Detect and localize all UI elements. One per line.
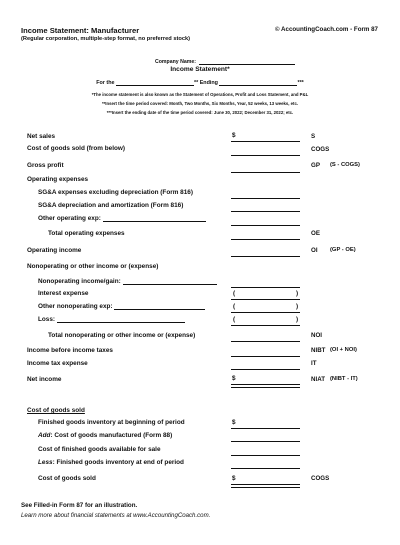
cogs-section-heading: Cost of goods sold [27, 407, 85, 414]
formula-niat: (NIBT - IT) [330, 376, 358, 382]
add-cogm-field[interactable] [231, 441, 300, 442]
less-fg-end-label: : Finished goods inventory at end of period [52, 459, 184, 466]
code-niat: NIAT [311, 376, 325, 383]
other-nonop-lparen: ( [233, 303, 236, 310]
nonop-income-label: Nonoperating income/gain: [38, 278, 121, 285]
company-name-row [155, 58, 295, 65]
available-label: Cost of finished goods available for sale [38, 446, 161, 453]
other-nonop-desc-field[interactable] [114, 303, 205, 310]
note-3: ***Insert the ending date of the time period covered: June 30, 2022; December 31, 2022; etc. [106, 110, 294, 115]
cogs-field[interactable] [231, 155, 300, 156]
code-oi: OI [311, 247, 318, 254]
cogs-total-dollar: $ [232, 475, 236, 482]
loss-rparen: ) [296, 316, 299, 323]
formula-oi: (GP - OE) [330, 247, 356, 253]
footer-line-1: See Filled-in Form 87 for an illustration. [21, 502, 138, 509]
other-nonop-field[interactable] [231, 312, 300, 313]
for-the-label: For the [96, 80, 115, 86]
interest-expense-label: Interest expense [38, 290, 89, 297]
total-nonop-label: Total nonoperating or other income or (expense) [48, 332, 196, 339]
less-fg-end-field[interactable] [231, 468, 300, 469]
other-opex-label: Other operating exp: [38, 215, 101, 222]
sga-dep-field[interactable] [231, 211, 300, 212]
form-copyright: © AccountingCoach.com - Form 87 [275, 26, 378, 33]
sga-excl-field[interactable] [231, 198, 300, 199]
total-opex-label: Total operating expenses [48, 230, 125, 237]
company-name-label: Company Name: [155, 59, 196, 65]
code-noi: NOI [311, 332, 323, 339]
code-oe: OE [311, 230, 320, 237]
code-cogs: COGS [311, 146, 330, 153]
statement-title: Income Statement* [170, 66, 230, 73]
company-name-field[interactable] [199, 58, 295, 65]
other-nonop-label: Other nonoperating exp: [38, 303, 113, 310]
interest-lparen: ( [233, 290, 236, 297]
net-income-label: Net income [27, 376, 62, 383]
nonoperating-label: Nonoperating or other income or (expense) [27, 263, 159, 270]
operating-expenses-label: Operating expenses [27, 176, 89, 183]
income-tax-label: Income tax expense [27, 360, 88, 367]
cogs-label: Cost of goods sold (from below) [27, 145, 125, 152]
other-opex-field[interactable] [231, 225, 300, 226]
code-gp: GP [311, 162, 320, 169]
fg-begin-dollar: $ [232, 419, 236, 426]
formula-gp: (S - COGS) [330, 162, 360, 168]
sga-excl-label: SG&A expenses excluding depreciation (Form 816) [38, 189, 193, 196]
nonop-income-row [38, 278, 217, 285]
note-2: **Insert the time period covered: Month, Two Months, Six Months, Year, 52 weeks, 13 weeks, etc. [101, 101, 299, 106]
add-cogm-label: : Cost of goods manufactured (Form 88) [50, 432, 173, 439]
add-label: Add [38, 432, 51, 439]
loss-desc-field[interactable] [57, 316, 185, 323]
net-sales-dollar: $ [232, 132, 236, 139]
add-cogm-row [38, 432, 172, 439]
net-sales-field[interactable] [231, 141, 300, 142]
footer-line-2: Learn more about financial statements at www.AccountingCoach.com. [21, 512, 211, 519]
fg-begin-field[interactable] [231, 428, 300, 429]
net-income-field[interactable] [231, 384, 300, 388]
loss-row [38, 316, 185, 323]
loss-label: Loss: [38, 316, 56, 323]
cogs-total-field[interactable] [231, 484, 300, 488]
gross-profit-label: Gross profit [27, 162, 64, 169]
fg-begin-label: Finished goods inventory at beginning of period [38, 419, 185, 426]
operating-income-field[interactable] [231, 256, 300, 257]
less-label: Less [38, 459, 53, 466]
income-before-tax-field[interactable] [231, 356, 300, 357]
interest-expense-field[interactable] [231, 299, 300, 300]
code-nibt: NIBT [311, 347, 326, 354]
income-tax-field[interactable] [231, 369, 300, 370]
ending-label: ** Ending [194, 80, 218, 86]
loss-lparen: ( [233, 316, 236, 323]
ending-date-field[interactable] [219, 79, 297, 86]
other-nonop-rparen: ) [296, 303, 299, 310]
available-field[interactable] [231, 455, 300, 456]
note-1: *The income statement is also known as the Statement of Operations, Profit and Loss Statement, and P&L [91, 92, 309, 97]
other-opex-desc-field[interactable] [103, 215, 206, 222]
form-title: Income Statement: Manufacturer [21, 26, 140, 35]
total-nonop-field[interactable] [231, 341, 300, 342]
stars-label: *** [297, 80, 304, 86]
net-income-dollar: $ [232, 375, 236, 382]
nonop-income-field[interactable] [231, 287, 300, 288]
code-it: IT [311, 360, 317, 367]
cogs-total-label: Cost of goods sold [38, 475, 96, 482]
nonop-income-desc-field[interactable] [123, 278, 217, 285]
net-sales-label: Net sales [27, 133, 56, 140]
form-subtitle: (Regular corporation, multiple-step format, no preferred stock) [21, 36, 191, 42]
loss-field[interactable] [231, 325, 300, 326]
gross-profit-field[interactable] [231, 172, 300, 173]
formula-nibt: (OI + NOI) [330, 347, 357, 353]
sga-dep-label: SG&A depreciation and amortization (Form 816) [38, 202, 184, 209]
other-nonop-row [38, 303, 205, 310]
other-opex-row [38, 215, 206, 222]
operating-income-label: Operating income [27, 247, 82, 254]
period-row [0, 79, 400, 86]
code-s: S [311, 133, 316, 140]
less-fg-end-row [38, 459, 184, 466]
income-before-tax-label: Income before income taxes [27, 347, 113, 354]
total-opex-field[interactable] [231, 239, 300, 240]
interest-rparen: ) [296, 290, 299, 297]
period-field[interactable] [116, 79, 194, 86]
code-cogs-total: COGS [311, 475, 330, 482]
